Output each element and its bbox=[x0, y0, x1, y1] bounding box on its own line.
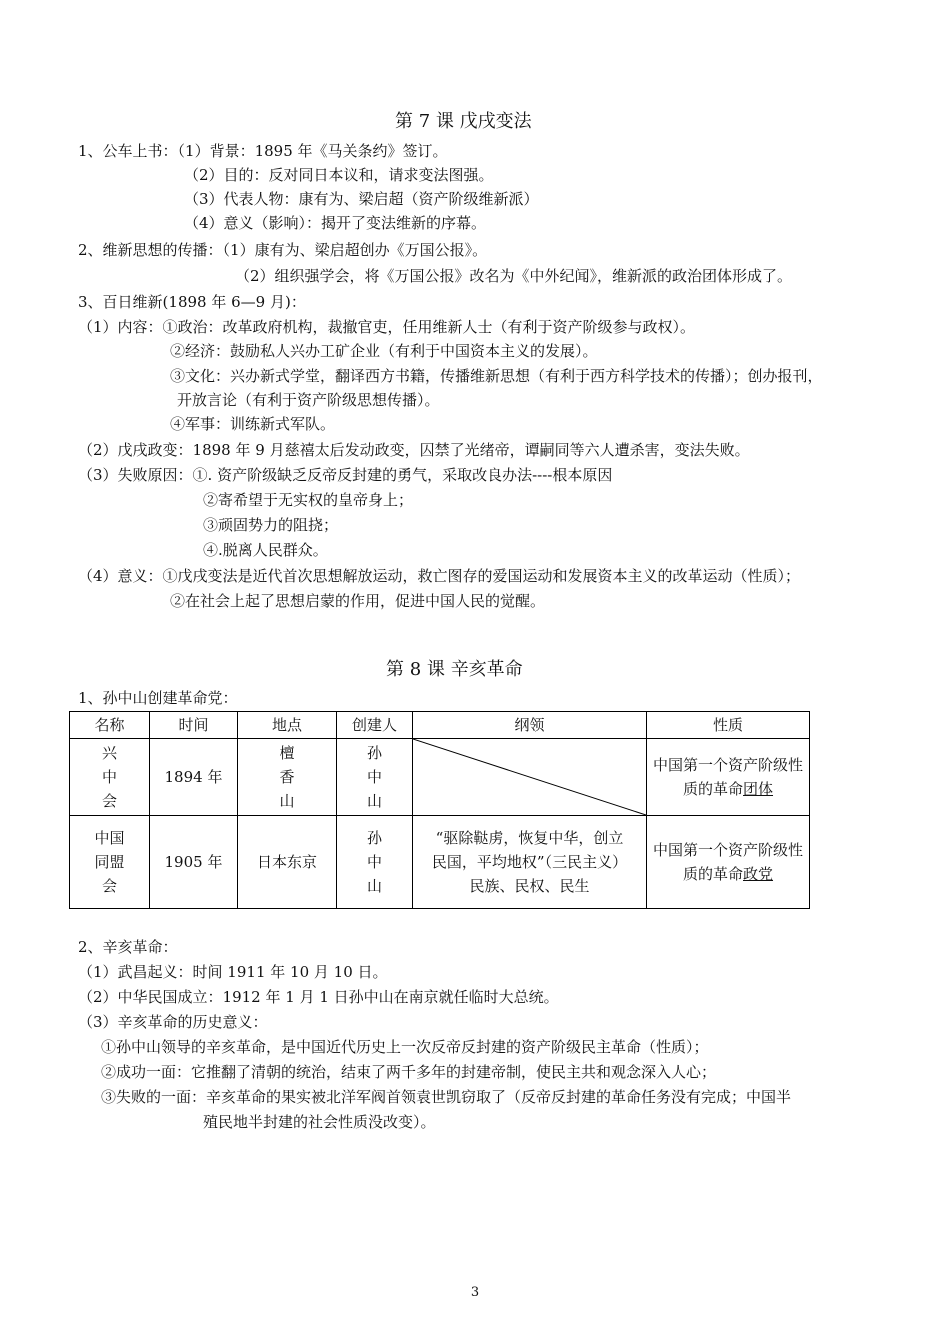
cell-text: 山 bbox=[366, 877, 382, 895]
program-line: 民国，平均地权”（三民主义） bbox=[431, 853, 628, 871]
text-line: ②经济：鼓励私人兴办工矿企业（有利于中国资本主义的发展）。 bbox=[170, 342, 598, 360]
text-line: ②成功一面：它推翻了清朝的统治，结束了两千多年的封建帝制，使民主共和观念深入人心； bbox=[101, 1063, 717, 1081]
page-number: 3 bbox=[470, 1285, 480, 1300]
nature-text: 中国第一个资产阶级性质的革命 bbox=[652, 841, 803, 883]
text-line: （3）失败原因：①. 资产阶级缺乏反帝反封建的勇气，采取改良办法----根本原因 bbox=[78, 466, 613, 484]
text-line: （2）组织强学会，将《万国公报》改名为《中外纪闻》，维新派的政治团体形成了。 bbox=[235, 267, 793, 285]
text-line: 2、维新思想的传播：（1）康有为、梁启超创办《万国公报》。 bbox=[78, 241, 488, 259]
cell-time: 1905 年 bbox=[150, 816, 238, 909]
cell-nature bbox=[647, 816, 810, 909]
cell-text: 香 bbox=[279, 768, 295, 786]
cell-name bbox=[70, 816, 150, 909]
text-line: 开放言论（有利于资产阶级思想传播）。 bbox=[177, 391, 440, 409]
cell-text: 檀 bbox=[279, 744, 295, 762]
cell-text: 中 bbox=[366, 853, 382, 871]
text-line: （2）戊戌政变：1898 年 9 月慈禧太后发动政变，囚禁了光绪帝，谭嗣同等六人遭杀害，变法失败。 bbox=[78, 441, 750, 459]
cell-text: 同盟 bbox=[94, 853, 125, 871]
header-name: 名称 bbox=[70, 712, 150, 739]
nature-underlined: 政党 bbox=[743, 865, 774, 883]
text-line: （4）意义（影响）：揭开了变法维新的序幕。 bbox=[184, 214, 487, 232]
section-heading: 1、孙中山创建革命党： bbox=[78, 689, 238, 707]
text-line: 殖民地半封建的社会性质没改变）。 bbox=[203, 1113, 436, 1131]
text-line: ④.脱离人民群众。 bbox=[203, 541, 328, 559]
text-line: ③顽固势力的阻挠； bbox=[203, 516, 339, 534]
text-line: （3）辛亥革命的历史意义： bbox=[78, 1013, 268, 1031]
text-line: ②在社会上起了思想启蒙的作用，促进中国人民的觉醒。 bbox=[170, 592, 546, 610]
cell-place bbox=[238, 739, 337, 816]
cell-text: 山 bbox=[279, 792, 295, 810]
cell-founder bbox=[337, 816, 413, 909]
table-row bbox=[70, 816, 810, 909]
cell-program-empty bbox=[413, 739, 647, 816]
header-founder: 创建人 bbox=[337, 712, 413, 739]
text-line: ③失败的一面：辛亥革命的果实被北洋军阀首领袁世凯窃取了（反帝反封建的革命任务没有完成；中国半 bbox=[101, 1088, 792, 1106]
cell-text: 会 bbox=[101, 877, 117, 895]
cell-name bbox=[70, 739, 150, 816]
nature-text: 中国第一个资产阶级性质的革命 bbox=[652, 756, 803, 798]
text-line: （4）意义：①戊戌变法是近代首次思想解放运动，救亡图存的爱国运动和发展资本主义的改革运动（性质）； bbox=[78, 567, 801, 585]
cell-text: 孙 bbox=[366, 829, 382, 847]
table-row bbox=[70, 739, 810, 816]
cell-text: 孙 bbox=[366, 744, 382, 762]
cell-text: 会 bbox=[101, 792, 117, 810]
text-line: （1）内容：①政治：改革政府机构，裁撤官吏，任用维新人士（有利于资产阶级参与政权）。 bbox=[78, 318, 696, 336]
header-program: 纲领 bbox=[413, 712, 647, 739]
text-line: （2）中华民国成立：1912 年 1 月 1 日孙中山在南京就任临时大总统。 bbox=[78, 988, 559, 1006]
header-place: 地点 bbox=[238, 712, 337, 739]
header-time: 时间 bbox=[150, 712, 238, 739]
lesson8-title: 第 8 课 辛亥革命 bbox=[386, 659, 523, 680]
table-header-row bbox=[70, 712, 810, 739]
lesson7-title: 第 7 课 戊戌变法 bbox=[395, 111, 532, 132]
cell-text: 中 bbox=[366, 768, 382, 786]
text-line: ②寄希望于无实权的皇帝身上； bbox=[203, 491, 414, 509]
cell-text: 山 bbox=[366, 792, 382, 810]
cell-program bbox=[413, 816, 647, 909]
cell-nature bbox=[647, 739, 810, 816]
cell-time: 1894 年 bbox=[150, 739, 238, 816]
text-line: （2）目的：反对同日本议和，请求变法图强。 bbox=[184, 166, 494, 184]
text-line: 3、百日维新(1898 年 6—9 月)： bbox=[78, 293, 306, 311]
cell-text: 中 bbox=[101, 768, 117, 786]
text-line: ④军事：训练新式军队。 bbox=[170, 415, 336, 433]
text-line: ③文化：兴办新式学堂，翻译西方书籍，传播维新思想（有利于西方科学技术的传播）；创办报刊， bbox=[170, 367, 823, 385]
cell-place: 日本东京 bbox=[238, 816, 337, 909]
diagonal-slash bbox=[413, 739, 646, 815]
cell-text: 中国 bbox=[94, 829, 125, 847]
revolutionary-parties-table bbox=[69, 711, 810, 909]
cell-founder bbox=[337, 739, 413, 816]
nature-underlined: 团体 bbox=[743, 780, 774, 798]
program-line: “驱除鞑虏，恢复中华，创立 bbox=[435, 829, 624, 847]
text-line: ①孙中山领导的辛亥革命，是中国近代历史上一次反帝反封建的资产阶级民主革命（性质）； bbox=[101, 1038, 709, 1056]
cell-text: 兴 bbox=[101, 744, 117, 762]
text-line: （3）代表人物：康有为、梁启超（资产阶级维新派） bbox=[184, 190, 539, 208]
program-line: 民族、民权、民生 bbox=[469, 877, 590, 895]
section-heading: 2、辛亥革命： bbox=[78, 938, 178, 956]
text-line: （1）武昌起义：时间 1911 年 10 月 10 日。 bbox=[78, 963, 388, 981]
text-line: 1、公车上书：（1）背景：1895 年《马关条约》签订。 bbox=[78, 142, 448, 160]
header-nature: 性质 bbox=[647, 712, 810, 739]
